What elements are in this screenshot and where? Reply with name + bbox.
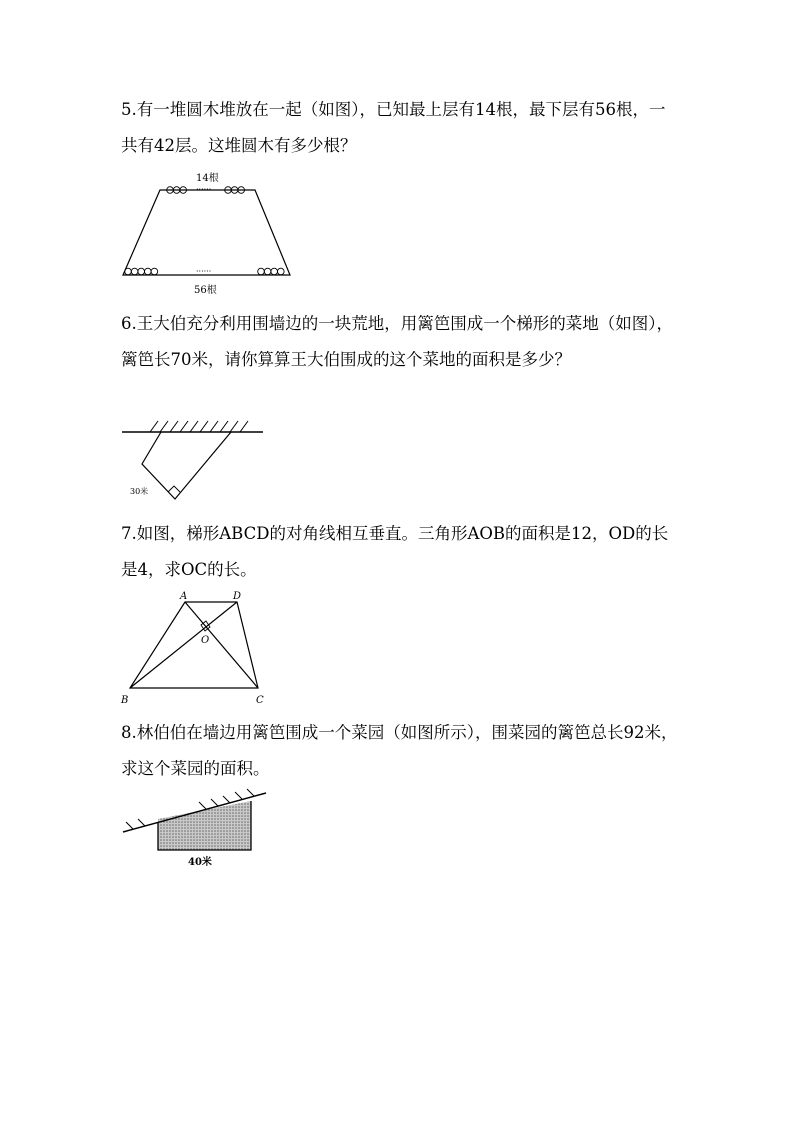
trapezoid-outline	[130, 602, 258, 688]
vertex-d-label: D	[233, 591, 242, 602]
question-8-text: 8.林伯伯在墙边用篱笆围成一个菜园（如图所示），围菜园的篱笆总长92米，求这个菜园的面积。	[121, 723, 678, 778]
point-o-label: O	[201, 635, 210, 646]
vertex-a-label: A	[180, 591, 188, 602]
vegetable-field-figure	[118, 416, 268, 506]
bottom-count-label: 56根	[194, 285, 217, 296]
bottom-length-label: 40米	[188, 857, 212, 868]
right-angle-mark	[168, 486, 180, 492]
fence-outline	[142, 432, 231, 499]
wall-hatching	[150, 421, 248, 432]
question-5-text: 5.有一堆圆木堆放在一起（如图），已知最上层有14根，最下层有56根，一共有42层。这堆圆木有多少根？	[121, 100, 666, 155]
vertex-c-label: C	[256, 695, 264, 706]
top-dots: ······	[196, 185, 212, 194]
trapezoid-outline	[123, 190, 290, 275]
question-6-text: 6.王大伯充分利用围墙边的一块荒地，用篱笆围成一个梯形的菜地（如图），篱笆长70米，请你算算王大伯围成的这个菜地的面积是多少？	[121, 314, 673, 369]
garden-shaded-area	[158, 801, 251, 850]
bottom-dots: ······	[196, 267, 212, 276]
question-7-text: 7.如图，梯形ABCD的对角线相互垂直。三角形AOB的面积是12，OD的长是4，求OC的长。	[121, 524, 669, 579]
fence-side-label: 30米	[130, 487, 149, 496]
top-count-label: 14根	[196, 173, 219, 184]
garden-figure	[118, 788, 273, 870]
trapezoid-abcd-figure	[118, 586, 273, 708]
log-pile-figure	[118, 170, 298, 298]
vertex-b-label: B	[121, 695, 129, 706]
